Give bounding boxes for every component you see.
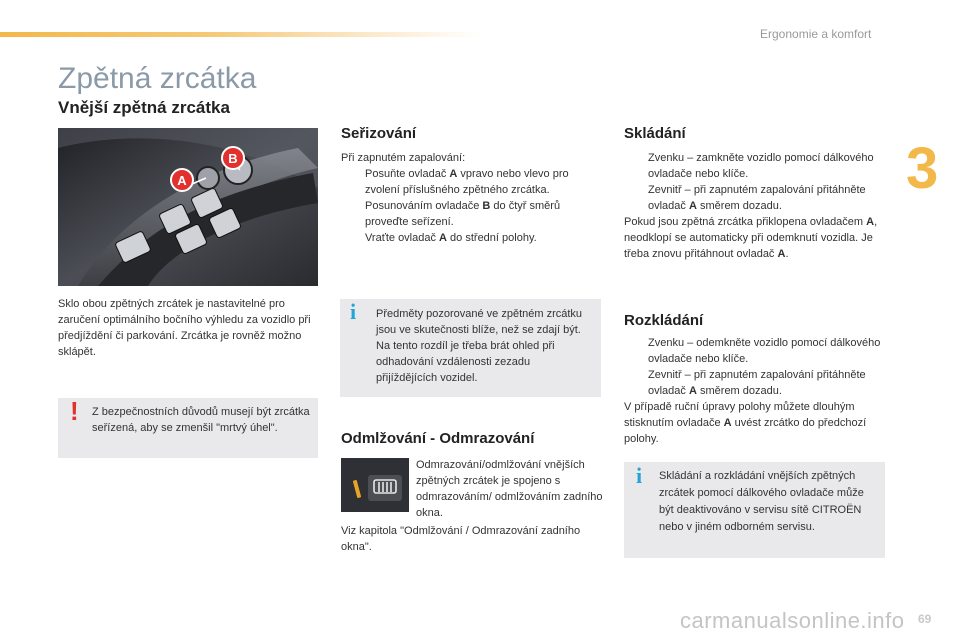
fold-step-1: Zvenku – zamkněte vozidlo pomocí dálkového ovladače nebo klíče.	[648, 152, 874, 180]
page-number: 69	[918, 612, 932, 626]
unfold-step-2: Zevnitř – při zapnutém zapalování přitáhněte ovladač A směrem dozadu.	[648, 369, 866, 397]
unfold-instructions	[624, 335, 886, 447]
unfold-note: V případě ruční úpravy polohy můžete dlouhým stisknutím ovladače A uvést zrcátko do předchozí polohy.	[624, 401, 867, 445]
fold-instructions	[624, 150, 886, 262]
callout-a: A	[177, 173, 187, 188]
info-distance-text: Předměty pozorované ve zpětném zrcátku jsou ve skutečnosti blíže, než se zdají být. Na tento rozdíl je třeba brát ohled při odhadování vzdálenosti zezadu přijíždějících vozidel.	[376, 308, 583, 384]
heading-defrost: Odmlžování - Odmrazování	[341, 430, 535, 447]
adjust-lead: Při zapnutém zapalování:	[341, 152, 466, 164]
intro-text: Sklo obou zpětných zrcátek je nastavitelné pro zaručení optimálního bočního výhledu za vozidlo při předjíždění či parkování. Zrcátka je rovněž možno sklápět.	[58, 298, 311, 358]
warning-icon: !	[70, 396, 79, 426]
adjust-step-1: Posuňte ovladač A vpravo nebo vlevo pro zvolení příslušného zpětného zrcátka.	[365, 168, 569, 196]
info-box-remote	[624, 462, 885, 558]
mirror-control-photo	[58, 128, 318, 286]
chapter-number: 3	[906, 136, 939, 201]
safety-warning-box	[58, 398, 318, 458]
header-accent-bar	[0, 32, 480, 37]
fold-step-2: Zevnitř – při zapnutém zapalování přitáhněte ovladač A směrem dozadu.	[648, 184, 866, 212]
info-remote-text: Skládání a rozkládání vnějších zpětných zrcátek pomocí dálkového ovladače může být deaktivováno v servisu sítě CITROËN nebo v jiném odborném servisu.	[659, 470, 864, 533]
unfold-step-1: Zvenku – odemkněte vozidlo pomocí dálkového ovladače nebo klíče.	[648, 337, 881, 365]
defrost-button-photo	[341, 458, 409, 512]
heading-adjust: Seřizování	[341, 125, 417, 142]
callout-b: B	[228, 151, 238, 166]
adjust-step-3: Vraťte ovladač A do střední polohy.	[365, 232, 537, 244]
watermark: carmanualsonline.info	[680, 608, 905, 633]
info-icon: i	[636, 463, 643, 488]
defrost-reference: Viz kapitola "Odmlžování / Odmrazování zadního okna".	[341, 525, 581, 553]
heading-fold: Skládání	[624, 125, 686, 142]
section-header: Ergonomie a komfort	[760, 27, 872, 41]
page-title: Zpětná zrcátka	[58, 62, 257, 95]
info-icon: i	[350, 299, 357, 324]
adjust-step-2: Posunováním ovladače B do čtyř směrů proveďte seřízení.	[365, 200, 561, 228]
info-box-distance	[340, 299, 601, 397]
adjust-instructions	[341, 150, 603, 246]
fold-note: Pokud jsou zpětná zrcátka přiklopena ovladačem A, neodklopí se automaticky při odemknutí vozidla. Je třeba znovu přitáhnout ovladač A.	[624, 216, 878, 260]
defrost-text: Odmrazování/odmlžování vnějších zpětných zrcátek je spojeno s odmrazováním/ odmlžováním zadního okna.	[416, 459, 603, 519]
warning-text: Z bezpečnostních důvodů musejí být zrcátka seřízená, aby se zmenšil "mrtvý úhel".	[92, 406, 310, 434]
page-subtitle: Vnější zpětná zrcátka	[58, 98, 230, 117]
heading-unfold: Rozkládání	[624, 312, 704, 329]
